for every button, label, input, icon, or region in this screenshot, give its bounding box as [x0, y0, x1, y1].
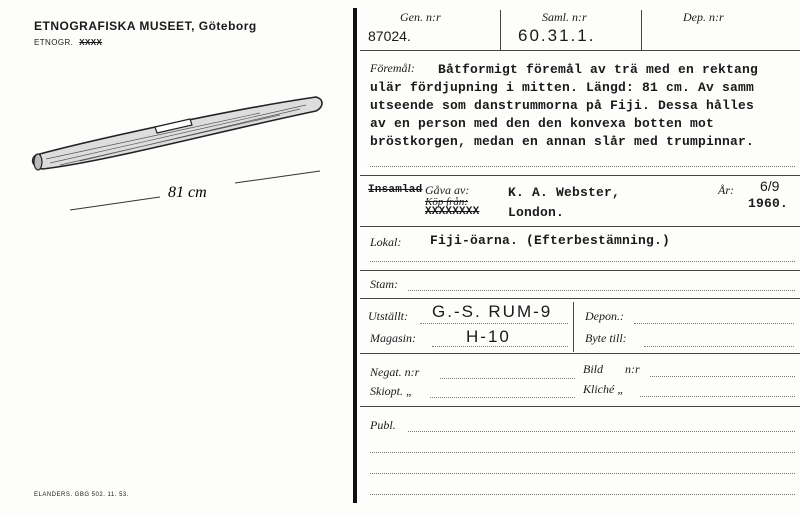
- skiopt-line: [430, 397, 575, 398]
- saml-nr-value: 60.31.1.: [518, 26, 596, 45]
- publ-line-4: [370, 494, 795, 495]
- saml-nr-label: Saml. n:r: [542, 10, 587, 24]
- publ-line-1: [408, 431, 795, 432]
- publ-line-3: [370, 473, 795, 474]
- negat-line: [440, 378, 575, 379]
- gava-location: London.: [508, 205, 565, 220]
- depon-line: [634, 323, 794, 324]
- foremal-line-5: bröstkorgen, medan en annan slår med trumpinnar.: [370, 134, 755, 149]
- sketch-annotation: 81 cm: [168, 184, 207, 201]
- lokal-value: Fiji-öarna. (Efterbestämning.): [430, 233, 671, 248]
- magasin-value: H-10: [466, 327, 511, 346]
- gava-value: K. A. Webster,: [508, 185, 621, 200]
- utstallt-line: [420, 323, 568, 324]
- skiopt-label: Skiopt. „: [370, 384, 413, 398]
- negat-label: Negat. n:r: [370, 365, 420, 379]
- foremal-line-3: utseende som danstrummorna på Fiji. Dessa hålles: [370, 98, 755, 113]
- foremal-label: Föremål:: [370, 61, 415, 75]
- card-left-border: [353, 8, 357, 503]
- dep-nr-label: Dep. n:r: [683, 10, 724, 24]
- magasin-line: [432, 346, 568, 347]
- stam-label: Stam:: [370, 277, 398, 291]
- foremal-line-1: Båtformigt föremål av trä med en rektang: [438, 62, 759, 77]
- stam-line: [408, 290, 795, 291]
- header-rule: [360, 50, 800, 51]
- lokal-blank-line: [370, 261, 795, 262]
- bild-label: Bild: [583, 362, 603, 376]
- lokal-label: Lokal:: [370, 235, 402, 249]
- storage-divider: [573, 302, 574, 352]
- foremal-line-4: av en person med den den konvexa botten mot: [370, 116, 715, 131]
- printer-line: ELANDERS. GBG 502. 11. 53.: [34, 492, 129, 498]
- foremal-line-2: ulär fördjupning i mitten. Längd: 81 cm. Av samm: [370, 80, 755, 95]
- byte-line: [644, 346, 794, 347]
- bild-line: [650, 376, 795, 377]
- header-divider-2: [641, 10, 642, 50]
- depon-label: Depon.:: [585, 309, 624, 323]
- insamlad-struck: Insamlad: [368, 184, 423, 196]
- publ-line-2: [370, 452, 795, 453]
- foremal-blank-line: [370, 166, 795, 167]
- year-value: 1960.: [748, 196, 789, 211]
- date-value: 6/9: [760, 178, 780, 194]
- header-divider-1: [500, 10, 501, 50]
- museum-name: ETNOGRAFISKA MUSEET, Göteborg: [34, 19, 257, 33]
- bild-nr-label: n:r: [625, 362, 640, 376]
- kop-struck: XXXXXXXX: [425, 206, 480, 218]
- photo-rule: [360, 406, 800, 407]
- gen-nr-label: Gen. n:r: [400, 10, 441, 24]
- lokal-rule: [360, 270, 800, 271]
- magasin-label: Magasin:: [370, 331, 416, 345]
- ar-label: År:: [718, 183, 734, 197]
- kop-label: Köp från:: [425, 196, 469, 208]
- etnogr-label: ETNOGR.: [34, 38, 74, 47]
- byte-label: Byte till:: [585, 331, 627, 345]
- gava-rule: [360, 226, 800, 227]
- gava-label: Gåva av:: [425, 183, 470, 197]
- storage-rule: [360, 353, 800, 354]
- etnogr-struck-text: XXXX: [79, 38, 103, 47]
- publ-label: Publ.: [370, 418, 396, 432]
- foremal-rule: [360, 175, 800, 176]
- utstallt-label: Utställt:: [368, 309, 409, 323]
- etnogr-field: [34, 38, 102, 47]
- gen-nr-value: 87024.: [368, 28, 411, 44]
- stam-rule: [360, 298, 800, 299]
- drum-sketch: [20, 85, 340, 225]
- utstallt-value: G.-S. RUM-9: [432, 302, 553, 321]
- kliche-label: Kliché „: [583, 382, 624, 396]
- kliche-line: [640, 396, 795, 397]
